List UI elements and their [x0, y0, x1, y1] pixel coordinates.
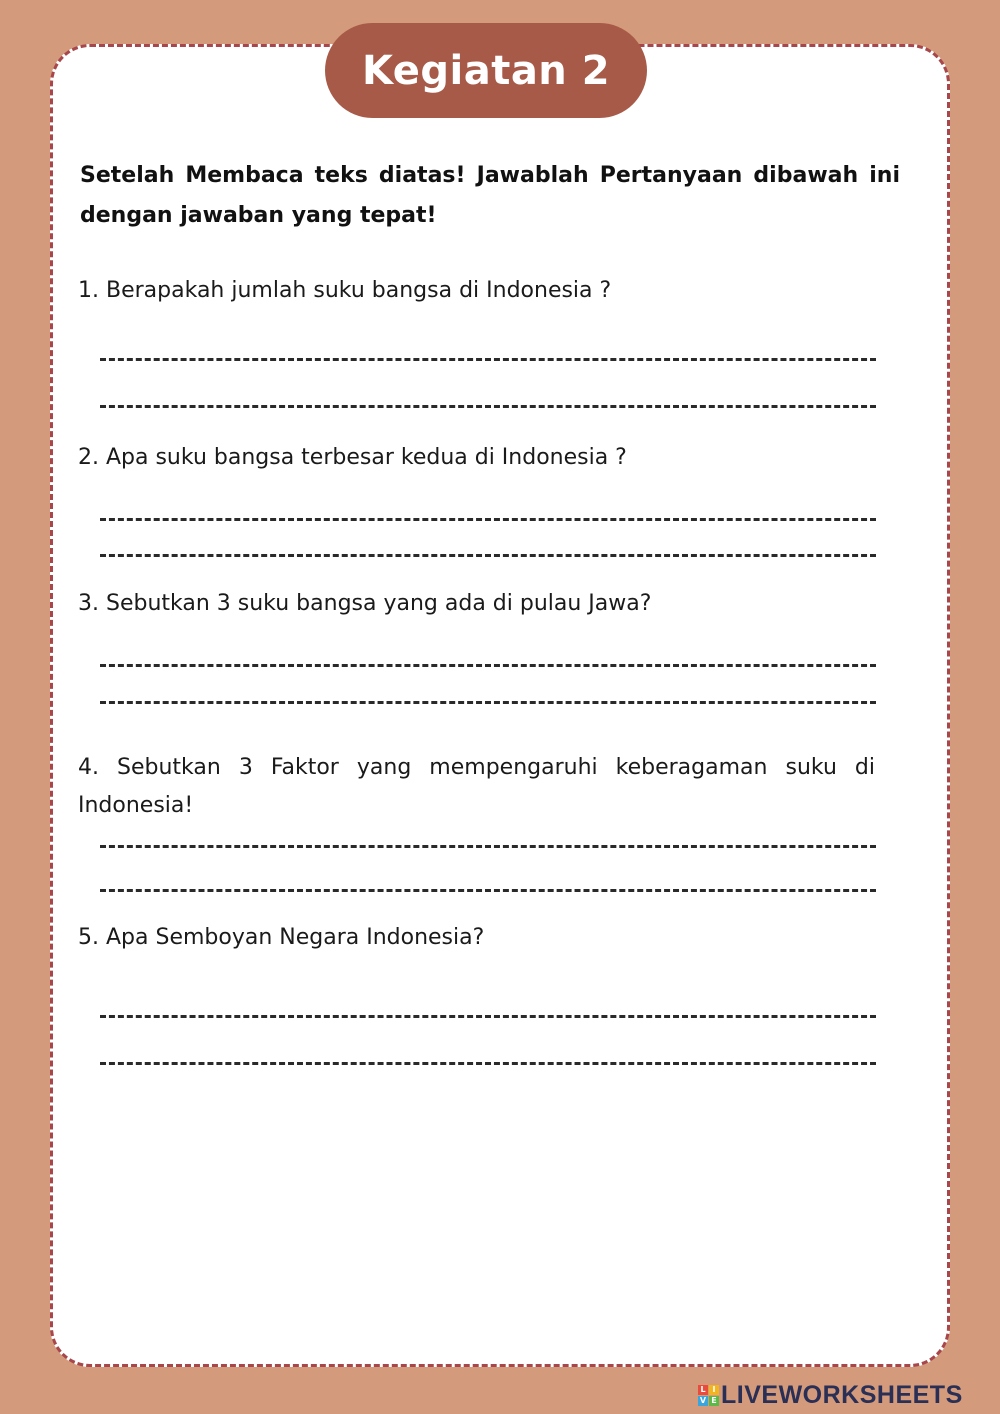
question-1: 1. Berapakah jumlah suku bangsa di Indonesia ?: [78, 278, 612, 303]
answer-line-5b[interactable]: [100, 1062, 876, 1065]
activity-title: Kegiatan 2: [325, 23, 647, 118]
answer-line-4b[interactable]: [100, 889, 876, 892]
answer-line-1b[interactable]: [100, 405, 876, 408]
instruction-text: Setelah Membaca teks diatas! Jawablah Pertanyaan dibawah ini dengan jawaban yang tepat!: [80, 163, 900, 228]
question-2: 2. Apa suku bangsa terbesar kedua di Indonesia ?: [78, 445, 627, 470]
question-3: 3. Sebutkan 3 suku bangsa yang ada di pulau Jawa?: [78, 591, 652, 616]
liveworksheets-logo-icon: L I V E: [698, 1385, 719, 1406]
answer-line-3a[interactable]: [100, 664, 876, 667]
question-4: 4. Sebutkan 3 Faktor yang mempengaruhi keberagaman suku di Indonesia!: [78, 755, 875, 818]
answer-line-2a[interactable]: [100, 518, 876, 521]
liveworksheets-watermark: [698, 1380, 963, 1410]
worksheet-card: [50, 44, 950, 1367]
answer-line-5a[interactable]: [100, 1015, 876, 1018]
answer-line-3b[interactable]: [100, 701, 876, 704]
watermark-text: LIVEWORKSHEETS: [721, 1380, 963, 1409]
answer-line-1a[interactable]: [100, 358, 876, 361]
answer-line-2b[interactable]: [100, 554, 876, 557]
answer-line-4a[interactable]: [100, 845, 876, 848]
question-5: 5. Apa Semboyan Negara Indonesia?: [78, 925, 485, 950]
